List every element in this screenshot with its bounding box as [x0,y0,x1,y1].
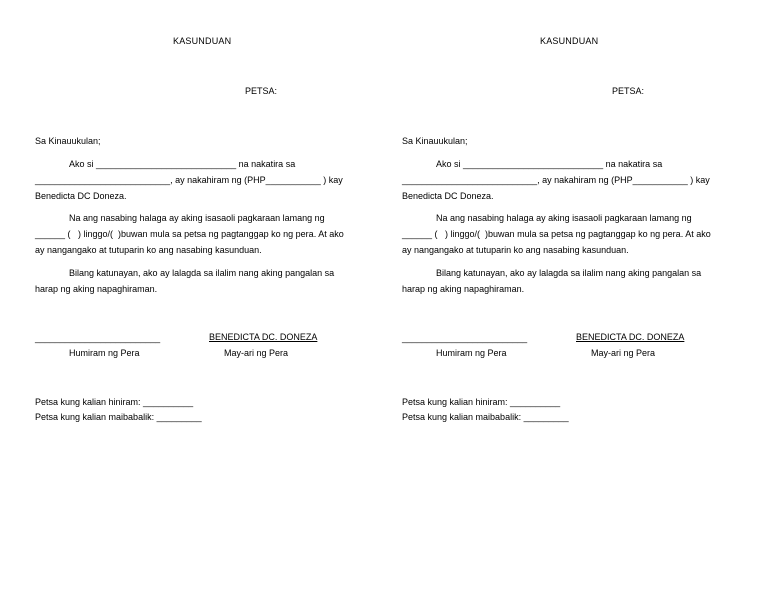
paragraph-2-line-3: ay nangangako at tutuparin ko ang nasabing kasunduan. [402,245,629,255]
borrower-role: Humiram ng Pera [436,348,507,358]
paragraph-2-line-2: ______ ( ) linggo/( )buwan mula sa petsa ng pagtanggap ko ng pera. At ako [35,229,344,239]
borrower-signature-line: _________________________ [402,333,528,343]
date-return: Petsa kung kalian maibabalik: _________ [402,412,569,422]
paragraph-3-line-2: harap ng aking napaghiraman. [402,284,525,294]
lender-name: BENEDICTA DC. DONEZA [576,332,685,342]
form-title: KASUNDUAN [173,36,232,46]
paragraph-2-line-1: Na ang nasabing halaga ay aking isasaoli pagkaraan lamang ng [69,213,325,223]
date-borrowed: Petsa kung kalian hiniram: __________ [35,397,194,407]
paragraph-1-line-1: Ako si ____________________________ na nakatira sa [69,159,296,169]
salutation: Sa Kinauukulan; [402,136,468,146]
lender-role: May-ari ng Pera [591,348,656,358]
lender-role: May-ari ng Pera [224,348,289,358]
paragraph-2-line-3: ay nangangako at tutuparin ko ang nasabing kasunduan. [35,245,262,255]
agreement-form-left [35,0,375,594]
paragraph-1-line-2: ___________________________, ay nakahiram ng (PHP___________ ) kay [35,175,343,185]
petsa-label: PETSA: [612,86,645,96]
borrower-signature-line: _________________________ [35,333,161,343]
lender-name: BENEDICTA DC. DONEZA [209,332,318,342]
paragraph-2-line-2: ______ ( ) linggo/( )buwan mula sa petsa ng pagtanggap ko ng pera. At ako [402,229,711,239]
date-return: Petsa kung kalian maibabalik: _________ [35,412,202,422]
paragraph-3-line-1: Bilang katunayan, ako ay lalagda sa ilalim nang aking pangalan sa [69,268,335,278]
paragraph-1-line-2: ___________________________, ay nakahiram ng (PHP___________ ) kay [402,175,710,185]
paragraph-1-line-3: Benedicta DC Doneza. [35,191,127,201]
borrower-role: Humiram ng Pera [69,348,140,358]
salutation: Sa Kinauukulan; [35,136,101,146]
date-borrowed: Petsa kung kalian hiniram: __________ [402,397,561,407]
paragraph-3-line-1: Bilang katunayan, ako ay lalagda sa ilalim nang aking pangalan sa [436,268,702,278]
petsa-label: PETSA: [245,86,278,96]
agreement-form-right [402,0,742,594]
paragraph-1-line-1: Ako si ____________________________ na nakatira sa [436,159,663,169]
paragraph-1-line-3: Benedicta DC Doneza. [402,191,494,201]
paragraph-2-line-1: Na ang nasabing halaga ay aking isasaoli pagkaraan lamang ng [436,213,692,223]
form-title: KASUNDUAN [540,36,599,46]
paragraph-3-line-2: harap ng aking napaghiraman. [35,284,158,294]
